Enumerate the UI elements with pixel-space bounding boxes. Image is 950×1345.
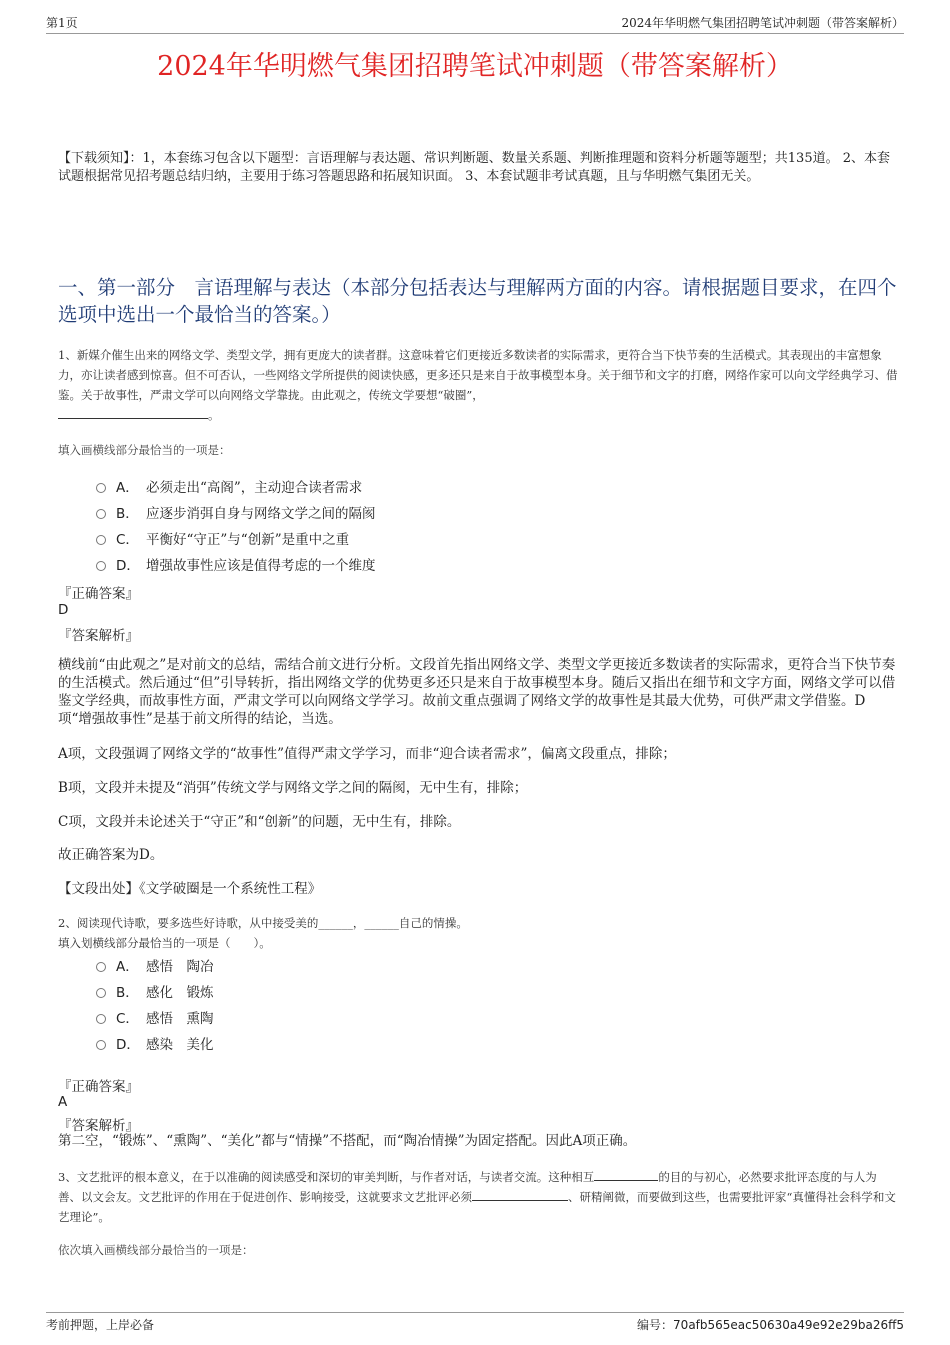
question-3-blank-1	[594, 1169, 658, 1181]
question-2-option-a[interactable]: A． 感悟 陶冶	[96, 952, 214, 978]
question-2-option-d[interactable]: D． 感染 美化	[96, 1030, 214, 1056]
question-2-options	[96, 952, 214, 1056]
footer-code: 编号：70afb565eac50630a49e92e29ba26ff5	[637, 1318, 904, 1332]
radio-icon[interactable]	[96, 535, 106, 545]
page-number: 第1页	[46, 16, 78, 30]
question-1-option-c-note: C项，文段并未论述关于“守正”和“创新”的问题，无中生有，排除。	[58, 814, 461, 830]
question-1-instruction: 填入画横线部分最恰当的一项是：	[58, 443, 231, 457]
download-notice: 【下载须知】：1，本套练习包含以下题型：言语理解与表达题、常识判断题、数量关系题、判断推理题和资料分析题等题型；共135道。 2、本套试题根据常见招考题总结归纳，主要用于练习答题思路和拓展知识面。 3、本套试题非考试真题，且与华明燃气集团无关。	[58, 151, 890, 184]
question-1-options	[96, 473, 376, 577]
question-2-analysis: 第二空，“锻炼”、“熏陶”、“美化”都与“情操”不搭配，而“陶冶情操”为固定搭配。因此A项正确。	[58, 1133, 637, 1149]
question-3-blank-2	[472, 1189, 568, 1201]
question-1-source: 【文段出处】《文学破圈是一个系统性工程》	[58, 881, 322, 897]
radio-icon[interactable]	[96, 509, 106, 519]
correct-answer-label: 『正确答案』	[58, 586, 139, 602]
question-3-instruction: 依次填入画横线部分最恰当的一项是：	[58, 1243, 254, 1257]
question-2-answer: A	[58, 1094, 68, 1110]
page-header	[46, 14, 904, 34]
radio-icon[interactable]	[96, 561, 106, 571]
question-1-option-a-note: A项，文段强调了网络文学的“故事性”值得严肃文学学习，而非“迎合读者需求”，偏离文段重点，排除；	[58, 746, 676, 762]
analysis-label: 『答案解析』	[58, 628, 139, 644]
question-1-conclusion: 故正确答案为D。	[58, 847, 164, 863]
question-2-text: 2、阅读现代诗歌，要多选些好诗歌，从中接受美的______，______自己的情操。	[58, 916, 468, 930]
analysis-label: 『答案解析』	[58, 1118, 139, 1134]
question-1-option-b-note: B项，文段并未提及“消弭”传统文学与网络文学之间的隔阂，无中生有，排除；	[58, 780, 528, 796]
section-heading: 一、第一部分 言语理解与表达（本部分包括表达与理解两方面的内容。请根据题目要求，在四个选项中选出一个最恰当的答案。）	[58, 276, 897, 326]
radio-icon[interactable]	[96, 962, 106, 972]
question-2-option-c[interactable]: C． 感悟 熏陶	[96, 1004, 214, 1030]
question-1-option-c[interactable]: C． 平衡好“守正”与“创新”是重中之重	[96, 525, 376, 551]
question-1-blank	[58, 407, 208, 419]
document-title: 2024年华明燃气集团招聘笔试冲刺题（带答案解析）	[157, 51, 793, 82]
question-2-option-b[interactable]: B． 感化 锻炼	[96, 978, 214, 1004]
radio-icon[interactable]	[96, 1040, 106, 1050]
header-doc-title: 2024年华明燃气集团招聘笔试冲刺题（带答案解析）	[621, 16, 904, 30]
question-3-text: 3、文艺批评的根本意义，在于以准确的阅读感受和深切的审美判断，与作者对话，与读者交流。这种相互 的目的与初心，必然要求批评态度的与人为善、以文会友。文艺批评的作用在于促进创作、影响接受，这就要求文艺批评必须 、研精阐微，而要做到这些，也需要批评家“真懂得社会科学和文艺理论”。	[58, 1170, 896, 1224]
radio-icon[interactable]	[96, 988, 106, 998]
question-1-option-d[interactable]: D． 增强故事性应该是值得考虑的一个维度	[96, 551, 376, 577]
correct-answer-label: 『正确答案』	[58, 1079, 139, 1095]
question-1-analysis: 横线前“由此观之”是对前文的总结，需结合前文进行分析。文段首先指出网络文学、类型文学更接近多数读者的实际需求，更符合当下快节奏的生活模式。然后通过“但”引导转折，指出网络文学的优势更多还只是来自于故事模型本身。随后又指出在细节和文字方面，网络文学可以借鉴文学经典，而故事性方面，严肃文学可以向网络文学学习。故前文重点强调了网络文学的故事性是其最大优势，可供严肃文学借鉴。D项“增强故事性”是基于前文所得的结论，当选。	[58, 657, 896, 727]
question-1-option-b[interactable]: B． 应逐步消弭自身与网络文学之间的隔阂	[96, 499, 376, 525]
question-1-option-a[interactable]: A． 必须走出“高阁”，主动迎合读者需求	[96, 473, 376, 499]
question-1-text: 1、新媒介催生出来的网络文学、类型文学，拥有更庞大的读者群。这意味着它们更接近多数读者的实际需求，更符合当下快节奏的生活模式。其表现出的丰富想象力，亦让读者感到惊喜。但不可否认，一些网络文学所提供的阅读快感，更多还只是来自于故事模型本身。关于细节和文字的打磨，网络作家可以向文学经典学习、借鉴。关于故事性，严肃文学可以向网络文学靠拢。由此观之，传统文学要想“破圈”， 。	[58, 348, 898, 422]
footer-slogan: 考前押题，上岸必备	[46, 1318, 155, 1332]
radio-icon[interactable]	[96, 1014, 106, 1024]
radio-icon[interactable]	[96, 483, 106, 493]
question-2-instruction: 填入划横线部分最恰当的一项是（ ）。	[58, 936, 271, 950]
page-footer	[46, 1312, 904, 1334]
question-1-answer: D	[58, 602, 69, 618]
